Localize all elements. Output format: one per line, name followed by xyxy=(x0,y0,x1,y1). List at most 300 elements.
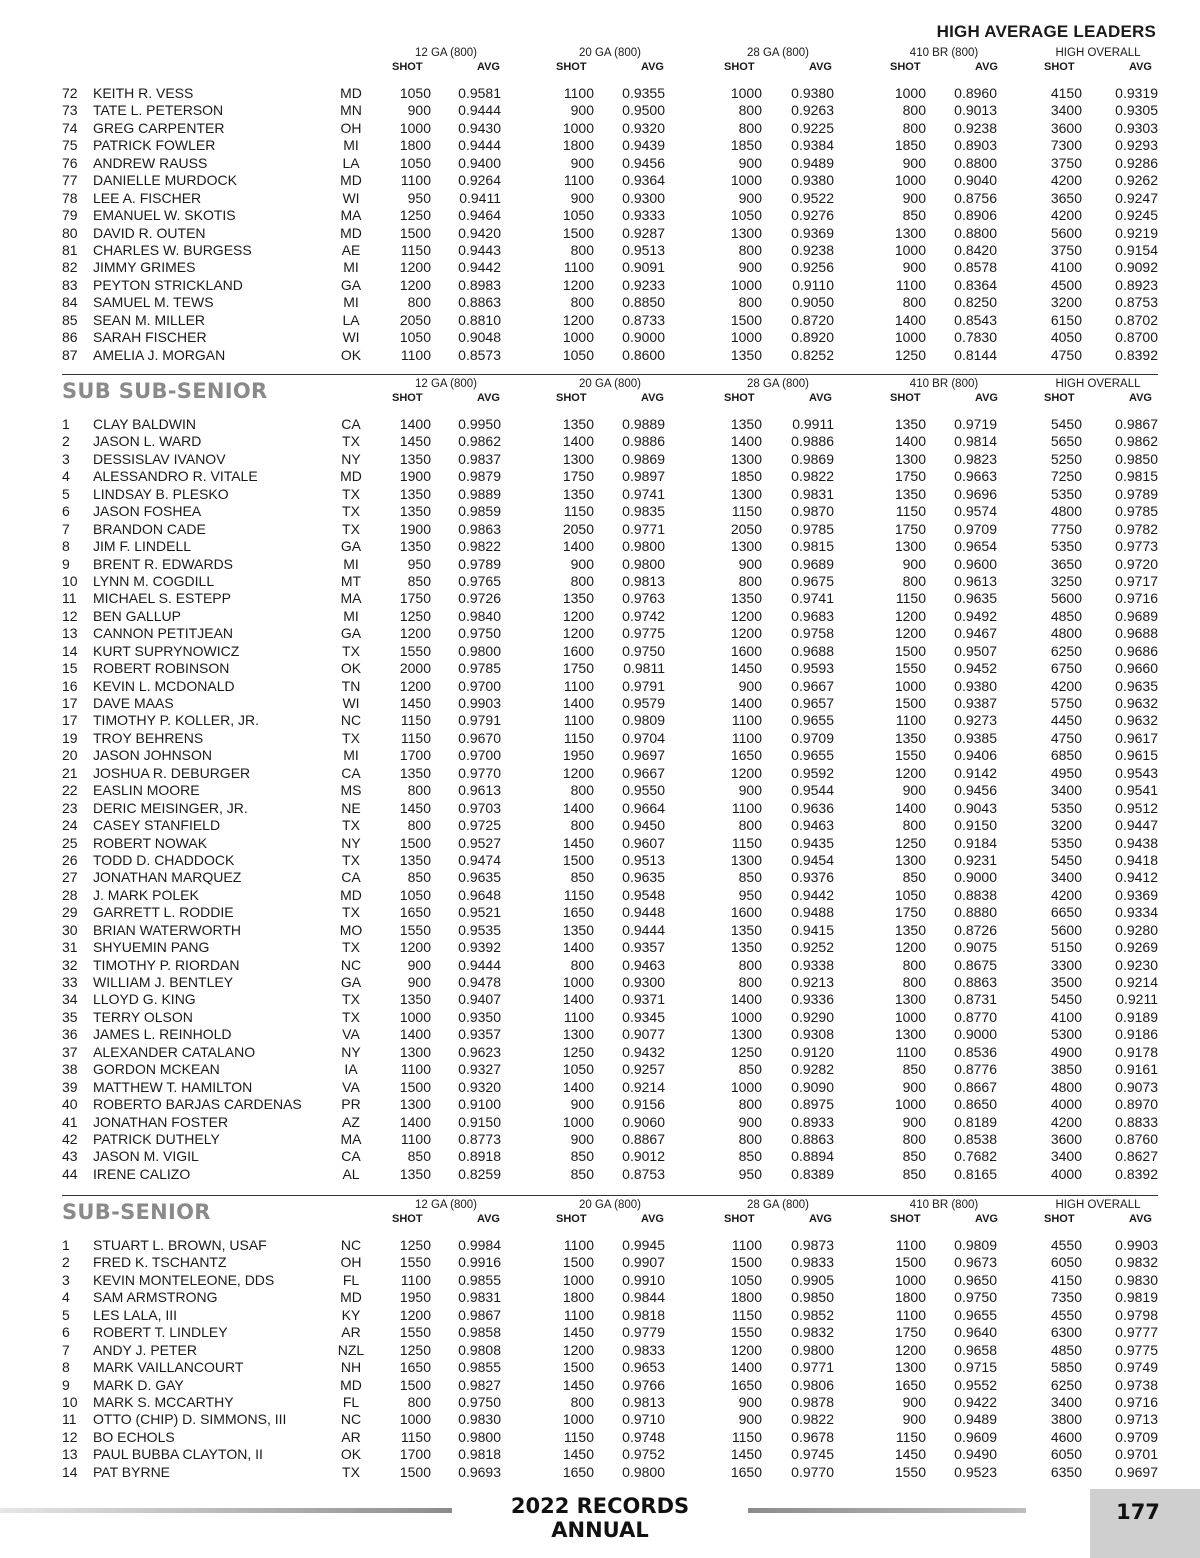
shot-28ga: 1050 xyxy=(730,1271,762,1288)
section-sub-sub-senior xyxy=(62,374,1158,1182)
shot-12ga: 1450 xyxy=(399,799,431,816)
avg-12ga: 0.8259 xyxy=(458,1165,501,1182)
avg-12ga: 0.9808 xyxy=(458,1341,501,1358)
shooter-name: JASON L. WARD xyxy=(93,433,202,450)
table-row xyxy=(62,573,1158,590)
shot-overall: 4750 xyxy=(1050,729,1082,746)
avg-28ga: 0.9213 xyxy=(791,974,834,990)
shot-20ga: 800 xyxy=(570,241,594,258)
shot-20ga: 1450 xyxy=(562,834,594,851)
column-subheaders xyxy=(386,391,506,405)
shot-20ga: 1200 xyxy=(562,625,594,642)
shot-28ga: 800 xyxy=(738,817,762,834)
shot-20ga: 1350 xyxy=(562,590,594,607)
column-header-12ga xyxy=(386,377,506,405)
shot-410br: 800 xyxy=(902,294,926,311)
avg-12ga: 0.9859 xyxy=(458,503,501,520)
shot-28ga: 1350 xyxy=(730,416,762,432)
avg-410br: 0.9231 xyxy=(954,851,997,868)
avg-overall: 0.9305 xyxy=(1115,102,1158,119)
shot-overall: 3750 xyxy=(1050,154,1082,171)
shot-28ga: 1350 xyxy=(730,921,762,938)
avg-28ga: 0.8975 xyxy=(791,1096,834,1113)
shot-12ga: 1350 xyxy=(399,538,431,555)
shot-overall: 4200 xyxy=(1050,172,1082,189)
avg-12ga: 0.9411 xyxy=(459,189,501,206)
shot-12ga: 1350 xyxy=(399,503,431,520)
shot-overall: 5350 xyxy=(1050,799,1082,816)
avg-overall: 0.9219 xyxy=(1115,224,1158,241)
avg-28ga: 0.9463 xyxy=(791,817,834,834)
state: NE xyxy=(341,799,361,816)
column-group-label: 28 GA (800) xyxy=(746,378,809,390)
shot-20ga: 1050 xyxy=(562,1061,594,1078)
shot-12ga: 1500 xyxy=(399,834,431,851)
shooter-name: STUART L. BROWN, USAF xyxy=(93,1237,267,1253)
avg-410br: 0.9040 xyxy=(954,172,997,189)
table-row xyxy=(62,277,1158,294)
shot-28ga: 800 xyxy=(738,241,762,258)
state: NH xyxy=(340,1359,362,1376)
avg-410br: 0.9574 xyxy=(954,503,997,520)
avg-overall: 0.9738 xyxy=(1115,1376,1158,1393)
state: MD xyxy=(340,172,362,189)
shot-overall: 4600 xyxy=(1050,1428,1082,1445)
footer-rule-left xyxy=(0,1508,452,1513)
shot-12ga: 1100 xyxy=(400,1271,431,1288)
shot-label: SHOT xyxy=(392,1213,423,1225)
table-row xyxy=(62,312,1158,329)
avg-20ga: 0.9775 xyxy=(622,625,665,642)
table-row xyxy=(62,643,1158,660)
shot-410br: 900 xyxy=(902,1411,926,1428)
shot-410br: 1450 xyxy=(894,1446,926,1463)
shooter-name: LINDSAY B. PLESKO xyxy=(93,485,229,502)
shooter-name: JONATHAN FOSTER xyxy=(93,1113,229,1130)
shot-28ga: 1350 xyxy=(730,346,762,363)
shooter-name: DESSISLAV IVANOV xyxy=(93,450,226,467)
shot-12ga: 850 xyxy=(407,572,431,589)
avg-overall: 0.9775 xyxy=(1115,1341,1158,1358)
rank: 1 xyxy=(62,1237,70,1253)
shot-12ga: 1550 xyxy=(399,921,431,938)
avg-28ga: 0.9544 xyxy=(791,782,834,799)
avg-20ga: 0.9835 xyxy=(622,503,665,520)
avg-label: AVG xyxy=(974,1213,998,1225)
state: MA xyxy=(340,1130,362,1147)
avg-20ga: 0.8753 xyxy=(622,1165,665,1182)
avg-12ga: 0.9903 xyxy=(458,695,501,711)
shooter-name: OTTO (CHIP) D. SIMMONS, III xyxy=(93,1411,287,1428)
table-row xyxy=(62,416,1158,433)
shot-overall: 4450 xyxy=(1050,712,1082,729)
rank: 1 xyxy=(62,416,70,432)
shot-overall: 3200 xyxy=(1050,817,1082,834)
avg-12ga: 0.9150 xyxy=(458,1113,501,1130)
avg-20ga: 0.9513 xyxy=(622,851,665,868)
avg-410br: 0.8538 xyxy=(954,1130,997,1147)
shot-20ga: 1350 xyxy=(562,921,594,938)
avg-28ga: 0.9225 xyxy=(791,119,834,136)
shot-410br: 1300 xyxy=(894,991,926,1008)
rank: 76 xyxy=(62,154,78,171)
avg-20ga: 0.9907 xyxy=(622,1254,665,1271)
avg-20ga: 0.9741 xyxy=(622,485,665,502)
avg-overall: 0.9688 xyxy=(1115,625,1158,642)
rank: 10 xyxy=(62,572,78,589)
avg-12ga: 0.8573 xyxy=(458,346,501,363)
rank: 83 xyxy=(62,276,78,293)
table-row xyxy=(62,1377,1158,1394)
avg-410br: 0.8770 xyxy=(954,1008,997,1025)
shot-12ga: 1250 xyxy=(399,1341,431,1358)
shot-20ga: 1650 xyxy=(562,904,594,921)
shot-20ga: 800 xyxy=(570,294,594,311)
shot-overall: 4750 xyxy=(1050,346,1082,363)
rank: 79 xyxy=(62,207,78,224)
avg-overall: 0.9632 xyxy=(1115,695,1158,711)
state: LA xyxy=(342,154,360,171)
rank: 21 xyxy=(62,764,78,781)
shot-12ga: 800 xyxy=(407,817,431,834)
avg-12ga: 0.9855 xyxy=(458,1359,501,1376)
shooter-name: MARK VAILLANCOURT xyxy=(93,1359,244,1376)
table-row xyxy=(62,1307,1158,1324)
avg-410br: 0.9719 xyxy=(954,416,997,432)
shooter-name: EMANUEL W. SKOTIS xyxy=(93,207,236,224)
avg-20ga: 0.9091 xyxy=(622,259,665,276)
shot-28ga: 850 xyxy=(738,869,762,886)
shot-overall: 4200 xyxy=(1050,886,1082,903)
avg-410br: 0.9709 xyxy=(954,520,997,537)
avg-410br: 0.8756 xyxy=(954,189,997,206)
shot-20ga: 1200 xyxy=(562,1341,594,1358)
column-header-410br xyxy=(884,377,1004,405)
avg-28ga: 0.9886 xyxy=(791,433,834,450)
avg-28ga: 0.9592 xyxy=(791,764,834,781)
table-row xyxy=(62,1254,1158,1271)
shooter-name: TROY BEHRENS xyxy=(93,729,204,746)
table-row xyxy=(62,939,1158,956)
shot-20ga: 1000 xyxy=(562,1411,594,1428)
shot-12ga: 1000 xyxy=(399,1411,431,1428)
table-row xyxy=(62,1148,1158,1165)
shot-20ga: 1100 xyxy=(563,712,594,729)
column-subheaders xyxy=(718,391,838,405)
shot-28ga: 1050 xyxy=(730,207,762,224)
column-group-label: HIGH OVERALL xyxy=(1055,1199,1141,1211)
rank: 5 xyxy=(62,485,70,502)
shot-label: SHOT xyxy=(556,392,587,404)
shooter-name: KEITH R. VESS xyxy=(93,85,194,101)
shot-28ga: 1650 xyxy=(730,1463,762,1480)
shot-overall: 6250 xyxy=(1050,1376,1082,1393)
column-subheaders xyxy=(550,60,670,74)
shot-12ga: 1350 xyxy=(399,991,431,1008)
shot-20ga: 800 xyxy=(570,572,594,589)
avg-410br: 0.8543 xyxy=(954,311,997,328)
shot-overall: 4550 xyxy=(1050,1306,1082,1323)
shot-20ga: 1100 xyxy=(563,1237,594,1253)
avg-410br: 0.9075 xyxy=(954,939,997,956)
shot-410br: 850 xyxy=(902,1165,926,1182)
avg-28ga: 0.9833 xyxy=(791,1254,834,1271)
avg-12ga: 0.8810 xyxy=(458,311,501,328)
avg-20ga: 0.9300 xyxy=(622,974,665,990)
shooter-name: CASEY STANFIELD xyxy=(93,817,221,834)
shot-12ga: 1250 xyxy=(399,207,431,224)
column-subheaders xyxy=(386,1212,506,1226)
avg-410br: 0.9715 xyxy=(954,1359,997,1376)
shot-28ga: 1150 xyxy=(731,834,762,851)
avg-410br: 0.8880 xyxy=(954,904,997,921)
avg-20ga: 0.9763 xyxy=(622,590,665,607)
shot-20ga: 900 xyxy=(570,154,594,171)
avg-12ga: 0.9837 xyxy=(458,450,501,467)
table-row xyxy=(62,1114,1158,1131)
avg-overall: 0.9689 xyxy=(1115,607,1158,624)
avg-12ga: 0.9400 xyxy=(458,154,501,171)
avg-410br: 0.9654 xyxy=(954,538,997,555)
avg-overall: 0.9293 xyxy=(1115,137,1158,154)
shot-28ga: 1200 xyxy=(730,764,762,781)
shot-overall: 4100 xyxy=(1050,259,1082,276)
shot-28ga: 1100 xyxy=(731,729,762,746)
avg-20ga: 0.9333 xyxy=(622,207,665,224)
table-row xyxy=(62,468,1158,485)
shot-20ga: 1400 xyxy=(562,939,594,956)
avg-20ga: 0.9766 xyxy=(622,1376,665,1393)
shooter-name: PATRICK DUTHELY xyxy=(93,1130,220,1147)
shot-28ga: 1650 xyxy=(730,747,762,764)
avg-overall: 0.9369 xyxy=(1115,886,1158,903)
state: MD xyxy=(340,1289,362,1306)
avg-12ga: 0.9430 xyxy=(458,119,501,136)
avg-12ga: 0.9693 xyxy=(458,1463,501,1480)
shooter-name: JASON JOHNSON xyxy=(93,747,213,764)
shot-overall: 5600 xyxy=(1050,224,1082,241)
column-header-28ga xyxy=(718,46,838,74)
avg-20ga: 0.9060 xyxy=(622,1113,665,1130)
avg-410br: 0.9609 xyxy=(954,1428,997,1445)
avg-410br: 0.9043 xyxy=(954,799,997,816)
shot-overall: 6850 xyxy=(1050,747,1082,764)
table-row xyxy=(62,625,1158,642)
avg-20ga: 0.9886 xyxy=(622,433,665,450)
shot-20ga: 1200 xyxy=(562,311,594,328)
shot-410br: 900 xyxy=(902,555,926,572)
table-row xyxy=(62,765,1158,782)
shot-overall: 3800 xyxy=(1050,1411,1082,1428)
avg-410br: 0.9823 xyxy=(954,450,997,467)
avg-20ga: 0.9779 xyxy=(622,1324,665,1341)
avg-20ga: 0.9635 xyxy=(622,869,665,886)
shot-28ga: 850 xyxy=(738,1061,762,1078)
shot-12ga: 1750 xyxy=(399,590,431,607)
shot-20ga: 1400 xyxy=(562,799,594,816)
shot-overall: 7250 xyxy=(1050,468,1082,485)
avg-12ga: 0.9879 xyxy=(458,468,501,485)
avg-20ga: 0.8600 xyxy=(622,346,665,363)
avg-20ga: 0.9550 xyxy=(622,782,665,799)
avg-28ga: 0.9870 xyxy=(791,503,834,520)
avg-410br: 0.8667 xyxy=(954,1078,997,1095)
avg-overall: 0.9214 xyxy=(1115,974,1158,990)
avg-410br: 0.9490 xyxy=(954,1446,997,1463)
column-header-12ga xyxy=(386,46,506,74)
avg-overall: 0.9785 xyxy=(1115,503,1158,520)
shot-28ga: 800 xyxy=(738,572,762,589)
avg-20ga: 0.9748 xyxy=(622,1428,665,1445)
table-row xyxy=(62,1289,1158,1306)
rank: 84 xyxy=(62,294,78,311)
state: TX xyxy=(342,520,360,537)
state: TX xyxy=(342,851,360,868)
avg-12ga: 0.9420 xyxy=(458,224,501,241)
rank: 3 xyxy=(62,1271,70,1288)
table-row xyxy=(62,486,1158,503)
table-row xyxy=(62,137,1158,154)
avg-410br: 0.9492 xyxy=(954,607,997,624)
shot-overall: 3200 xyxy=(1050,294,1082,311)
shot-410br: 900 xyxy=(902,154,926,171)
avg-410br: 0.9663 xyxy=(954,468,997,485)
shot-12ga: 1400 xyxy=(399,1113,431,1130)
avg-28ga: 0.9683 xyxy=(791,607,834,624)
shot-410br: 1300 xyxy=(894,1026,926,1043)
shot-overall: 5450 xyxy=(1050,851,1082,868)
avg-20ga: 0.9704 xyxy=(622,729,665,746)
shot-20ga: 900 xyxy=(570,102,594,119)
shot-28ga: 1500 xyxy=(730,311,762,328)
shooter-name: KEVIN MONTELEONE, DDS xyxy=(93,1271,275,1288)
rank: 10 xyxy=(62,1393,78,1410)
shot-12ga: 1100 xyxy=(400,346,431,363)
avg-410br: 0.8863 xyxy=(954,974,997,990)
shooter-name: BRANDON CADE xyxy=(93,520,206,537)
shot-20ga: 1150 xyxy=(563,503,594,520)
shot-12ga: 800 xyxy=(407,1393,431,1410)
avg-410br: 0.9600 xyxy=(954,555,997,572)
column-group-label: 410 BR (800) xyxy=(909,1199,979,1211)
table-row xyxy=(62,1464,1158,1481)
avg-28ga: 0.9822 xyxy=(791,1411,834,1428)
rank: 8 xyxy=(62,538,70,555)
state: MI xyxy=(343,607,359,624)
avg-28ga: 0.9252 xyxy=(791,939,834,956)
avg-overall: 0.9713 xyxy=(1115,1411,1158,1428)
avg-20ga: 0.8733 xyxy=(622,311,665,328)
column-subheaders xyxy=(550,391,670,405)
state: TX xyxy=(342,729,360,746)
shot-410br: 1200 xyxy=(894,939,926,956)
avg-28ga: 0.9593 xyxy=(791,660,834,677)
shot-overall: 4900 xyxy=(1050,1043,1082,1060)
avg-410br: 0.9273 xyxy=(954,712,997,729)
shot-410br: 800 xyxy=(902,974,926,990)
state: TX xyxy=(342,1463,360,1480)
shot-28ga: 800 xyxy=(738,294,762,311)
table-row xyxy=(62,1411,1158,1428)
shot-overall: 4150 xyxy=(1050,85,1082,101)
shooter-name: SARAH FISCHER xyxy=(93,329,207,346)
shot-28ga: 900 xyxy=(738,1411,762,1428)
shot-12ga: 1900 xyxy=(399,520,431,537)
rank: 74 xyxy=(62,119,78,136)
shooter-name: BEN GALLUP xyxy=(93,607,181,624)
shot-20ga: 850 xyxy=(570,1165,594,1182)
avg-12ga: 0.8918 xyxy=(458,1148,501,1165)
avg-12ga: 0.9444 xyxy=(458,102,501,119)
avg-12ga: 0.9478 xyxy=(458,974,501,990)
avg-20ga: 0.9444 xyxy=(622,921,665,938)
shot-410br: 1050 xyxy=(894,886,926,903)
avg-20ga: 0.9448 xyxy=(622,904,665,921)
avg-410br: 0.9650 xyxy=(954,1271,997,1288)
shot-410br: 1200 xyxy=(894,764,926,781)
shot-overall: 4550 xyxy=(1050,1237,1082,1253)
avg-label: AVG xyxy=(640,1213,664,1225)
shot-overall: 4850 xyxy=(1050,607,1082,624)
shot-410br: 1200 xyxy=(894,607,926,624)
shooter-name: PAT BYRNE xyxy=(93,1463,171,1480)
shot-20ga: 1100 xyxy=(563,85,594,101)
state: CA xyxy=(341,1148,361,1165)
rank: 77 xyxy=(62,172,78,189)
shot-overall: 3600 xyxy=(1050,119,1082,136)
avg-410br: 0.8675 xyxy=(954,956,997,973)
shot-label: SHOT xyxy=(1044,61,1075,73)
avg-28ga: 0.9675 xyxy=(791,572,834,589)
rank: 12 xyxy=(62,607,78,624)
avg-12ga: 0.9443 xyxy=(458,241,501,258)
avg-20ga: 0.9500 xyxy=(622,102,665,119)
avg-410br: 0.8420 xyxy=(954,241,997,258)
state: MI xyxy=(343,555,359,572)
avg-12ga: 0.9800 xyxy=(458,1428,501,1445)
rank: 20 xyxy=(62,747,78,764)
avg-20ga: 0.9320 xyxy=(622,119,665,136)
shot-12ga: 1650 xyxy=(399,904,431,921)
shooter-name: ROBERT NOWAK xyxy=(93,834,208,851)
shot-12ga: 900 xyxy=(407,974,431,990)
shot-20ga: 1100 xyxy=(563,172,594,189)
column-subheaders xyxy=(884,60,1004,74)
shot-20ga: 1500 xyxy=(562,1254,594,1271)
shot-12ga: 1200 xyxy=(399,1306,431,1323)
avg-28ga: 0.9745 xyxy=(791,1446,834,1463)
state: NZL xyxy=(337,1341,365,1358)
avg-410br: 0.9640 xyxy=(954,1324,997,1341)
table-row xyxy=(62,1131,1158,1148)
shot-12ga: 1250 xyxy=(399,1237,431,1253)
shot-410br: 1750 xyxy=(894,1324,926,1341)
state: MS xyxy=(340,782,362,799)
avg-12ga: 0.8773 xyxy=(458,1130,501,1147)
shooter-name: MICHAEL S. ESTEPP xyxy=(93,590,231,607)
rank: 78 xyxy=(62,189,78,206)
shot-20ga: 900 xyxy=(570,555,594,572)
avg-12ga: 0.9320 xyxy=(458,1078,501,1095)
shot-overall: 6650 xyxy=(1050,904,1082,921)
shot-28ga: 850 xyxy=(738,1148,762,1165)
shot-20ga: 1000 xyxy=(562,329,594,346)
shot-410br: 1000 xyxy=(894,1271,926,1288)
avg-overall: 0.9815 xyxy=(1115,468,1158,485)
rank: 12 xyxy=(62,1428,78,1445)
avg-12ga: 0.9521 xyxy=(458,904,501,921)
avg-label: AVG xyxy=(1128,392,1152,404)
